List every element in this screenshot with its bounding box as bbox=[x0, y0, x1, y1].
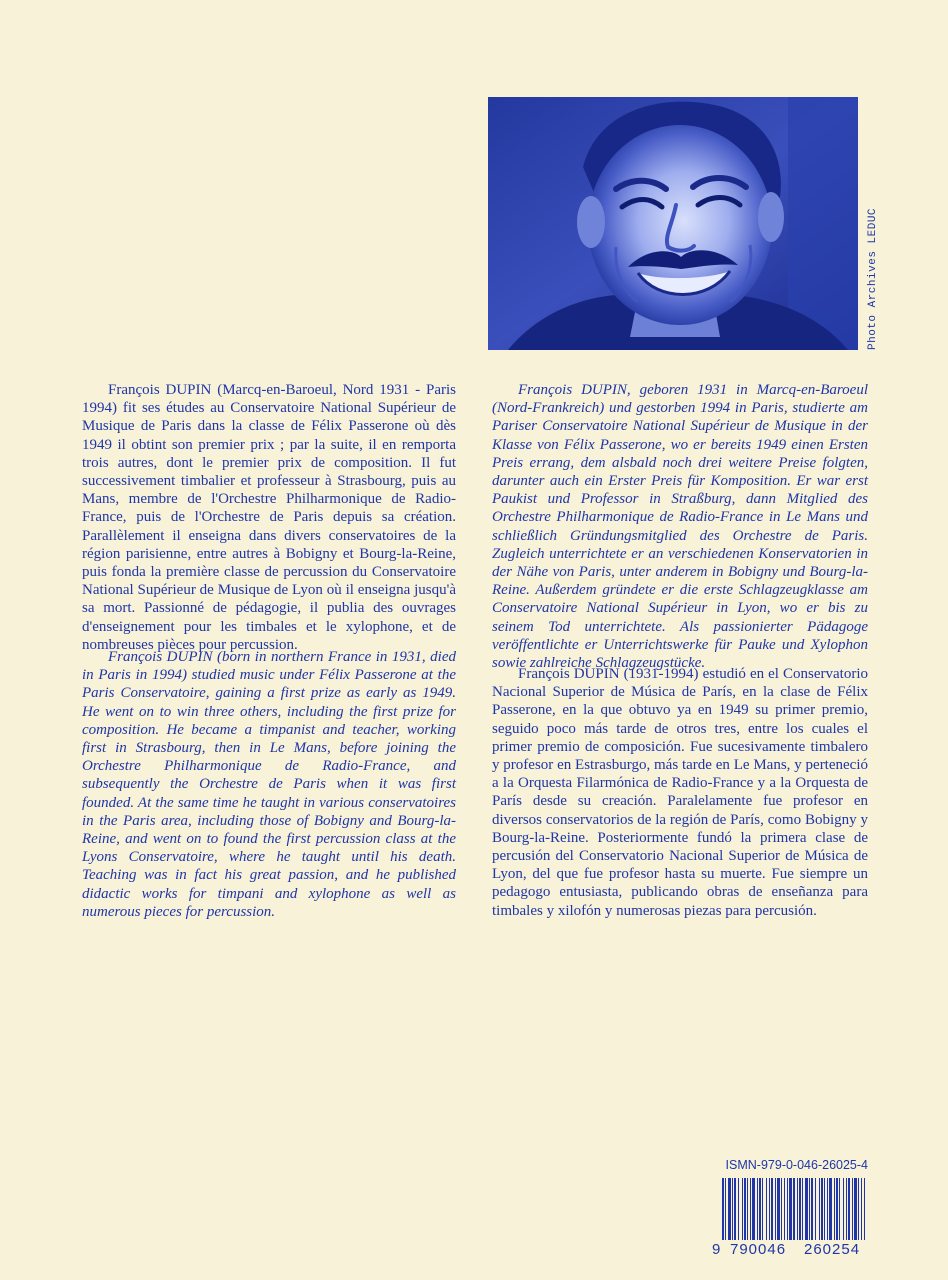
biography-english: François DUPIN (born in northern France in 1931, died in Paris in 1994) studied music under Félix Passerone at the Paris Conservatoire, gaining a first prize as early as 1949. He went on to win three others, including the first prize for composition. He became a timpanist and teacher, working first in Strasbourg, then in Le Mans, before joining the Orchestre Philharmonique de Radio-France, and subsequently the Orchestre de Paris when it was first founded. At the same time he taught in various conservatoires in the Paris area, including those of Bobigny and Bourg-la-Reine, and went on to found the first percussion class at the Lyons Conservatoire, where he taught until his death. Teaching was in fact his great passion, and he published didactic works for timpani and xylophone as well as numerous pieces for percussion. bbox=[82, 649, 456, 920]
biography-spanish: François DUPIN (1931-1994) estudió en el Conservatorio Nacional Superior de Música de París, en la clase de Félix Passerone, en la que obtuvo ya en 1949 su primer premio, seguido poco más tarde de otros tres, entre los cuales el primer premio de composición. Fue sucesivamente timbalero y profesor en Estrasburgo, más tarde en Le Mans, y perteneció a la Orquesta Filarmónica de Radio-France y a la Orquesta de París desde su creación. Paralelamente fue profesor en diversos conservatorios de la región de París, como Bobigny y Bourg-la-Reine. Posteriormente fundó la primera clase de percusión del Conservatorio Nacional Superior de Música de Lyon, del que fue profesor hasta su muerte. Fue siempre un pedagogo entusiasta, publicando obras de enseñanza para timbales y xilofón y numerosas piezas para percusión. bbox=[492, 666, 868, 919]
barcode bbox=[712, 1178, 868, 1260]
barcode-digits-right: 260254 bbox=[804, 1241, 861, 1258]
portrait-illustration bbox=[488, 97, 858, 350]
composer-portrait-photo bbox=[488, 97, 858, 350]
barcode-digits-left: 790046 bbox=[730, 1241, 787, 1258]
barcode-digits bbox=[712, 1240, 868, 1260]
barcode-digit-first: 9 bbox=[712, 1241, 722, 1258]
biography-german: François DUPIN, geboren 1931 in Marcq-en-Baroeul (Nord-Frankreich) und gestorben 1994 in Paris, studierte am Pariser Conservatoire National Supérieur de Musique in der Klasse von Félix Passerone, wo er bereits 1949 einen Ersten Preis errang, dem alsbald noch drei weitere Preise folgten, darunter auch ein Erster Preis für Komposition. Er war erst Paukist und Professor in Straßburg, dann Mitglied des Orchestre Philharmonique de Radio-France in Le Mans und schließlich Gründungsmitglied des Orchestre de Paris. Zugleich unterrichtete er an verschiedenen Konservatorien in der Nähe von Paris, unter anderem in Bobigny und Bourg-la-Reine. Außerdem gründete er die erste Schlagzeugklasse am Conservatoire National Supérieur in Lyon, wo er bis zu seinem Tod unterrichtete. Als passionierter Pädagoge veröffentlichte er Unterrichtswerke für Pauke und Xylophon sowie zahlreiche Schlagzeugstücke. bbox=[492, 382, 868, 672]
photo-credit: Photo Archives LEDUC bbox=[867, 207, 879, 350]
biography-french: François DUPIN (Marcq-en-Baroeul, Nord 1931 - Paris 1994) fit ses études au Conservatoire National Supérieur de Musique de Paris dans la classe de Félix Passerone où dès 1949 il obtint son premier prix ; par la suite, il en remporta trois autres, dont le premier prix de composition. Il fut successivement timbalier et professeur à Strasbourg, puis au Mans, membre de l'Orchestre Philharmonique de Radio-France, puis de l'Orchestre de Paris depuis sa création. Parallèlement il enseigna dans divers conservatoires de la région parisienne, entre autres à Bobigny et Bourg-la-Reine, puis fonda la première classe de percussion du Conservatoire National Supérieur de Musique de Lyon où il enseigna jusqu'à sa mort. Passionné de pédagogie, il publia des ouvrages d'enseignement pour les timbales et le xylophone, et de nombreuses pièces pour percussion. bbox=[82, 382, 456, 653]
ismn-number: ISMN-979-0-046-26025-4 bbox=[725, 1158, 868, 1172]
